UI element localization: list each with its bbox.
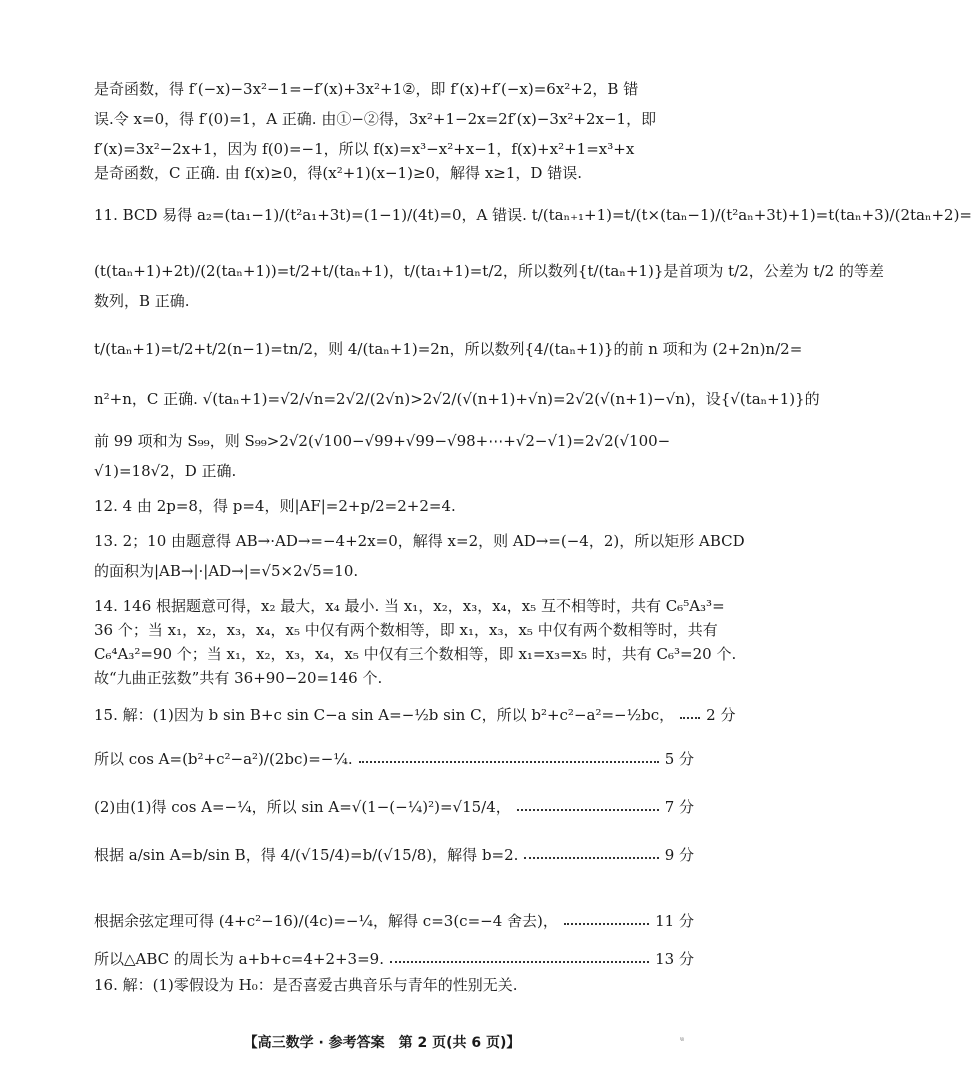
line-text: f′(x)=3x²−2x+1，因为 f(0)=−1，所以 f(x)=x³−x²+x−1，f(x)+x²+1=x³+x <box>94 140 635 158</box>
line-text: (2)由(1)得 cos A=−¼，所以 sin A=√(1−(−¼)²)=√15/4， <box>94 798 511 816</box>
answer-line <box>94 140 694 158</box>
answer-line <box>94 292 694 310</box>
answer-line <box>94 645 737 663</box>
corner-mark: ᵘ <box>680 1036 684 1047</box>
answer-line <box>94 532 745 550</box>
score-label: 9 分 <box>664 846 694 864</box>
line-text: 是奇函数，得 f′(−x)−3x²−1=−f′(x)+3x²+1②，即 f′(x)+f′(−x)=6x²+2，B 错 <box>94 80 639 98</box>
answer-line <box>94 912 694 930</box>
answer-line <box>94 846 694 864</box>
score-label: 5 分 <box>664 750 694 768</box>
answer-line <box>94 950 694 968</box>
leader-dots <box>524 857 658 859</box>
answer-line <box>94 976 694 994</box>
line-text: 12. 4 由 2p=8，得 p=4，则|AF|=2+p/2=2+2=4. <box>94 497 456 515</box>
leader-dots <box>517 809 659 811</box>
line-text: √1)=18√2，D 正确. <box>94 462 237 480</box>
line-text: 14. 146 根据题意可得，x₂ 最大，x₄ 最小. 当 x₁，x₂，x₃，x₄，x₅ 互不相等时，共有 C₆⁵A₃³= <box>94 597 725 615</box>
answer-line <box>94 340 803 358</box>
score-label: 13 分 <box>655 950 694 968</box>
line-text: 根据余弦定理可得 (4+c²−16)/(4c)=−¼，解得 c=3(c=−4 舍去)， <box>94 912 558 930</box>
answer-line <box>94 497 694 515</box>
line-text: 故“九曲正弦数”共有 36+90−20=146 个. <box>94 669 383 687</box>
line-text: 36 个；当 x₁，x₂，x₃，x₄，x₅ 中仅有两个数相等，即 x₁，x₃，x₅ 中仅有两个数相等时，共有 <box>94 621 718 639</box>
line-text: 根据 a/sin A=b/sin B，得 4/(√15/4)=b/(√15/8)，解得 b=2. <box>94 846 519 864</box>
line-text: 15. 解：(1)因为 b sin B+c sin C−a sin A=−½b sin C，所以 b²+c²−a²=−½bc， <box>94 706 675 724</box>
answer-line <box>94 750 694 768</box>
line-text: 前 99 项和为 S₉₉，则 S₉₉>2√2(√100−√99+√99−√98+⋯+√2−√1)=2√2(√100− <box>94 432 671 450</box>
answer-line <box>94 798 694 816</box>
score-label: 2 分 <box>706 706 736 724</box>
line-text: 数列，B 正确. <box>94 292 190 310</box>
line-text: 所以 cos A=(b²+c²−a²)/(2bc)=−¼. <box>94 750 353 768</box>
answer-line <box>94 80 694 98</box>
score-label: 7 分 <box>664 798 694 816</box>
answer-line <box>94 597 725 615</box>
answer-line <box>94 262 884 280</box>
line-text: C₆⁴A₃²=90 个；当 x₁，x₂，x₃，x₄，x₅ 中仅有三个数相等，即 x₁=x₃=x₅ 时，共有 C₆³=20 个. <box>94 645 737 663</box>
page-footer: 【高三数学 · 参考答案 第 2 页(共 6 页)】 <box>243 1035 521 1051</box>
line-text: 11. BCD 易得 a₂=(ta₁−1)/(t²a₁+3t)=(1−1)/(4t)=0，A 错误. t/(taₙ₊₁+1)=t/(t×(taₙ−1)/(t²aₙ+3t)+1)=t(taₙ+3)/(2taₙ+2)= <box>94 206 972 224</box>
line-text: 的面积为|AB→|·|AD→|=√5×2√5=10. <box>94 562 359 580</box>
answer-line <box>94 669 694 687</box>
leader-dots <box>359 761 659 763</box>
line-text: 13. 2；10 由题意得 AB→·AD→=−4+2x=0，解得 x=2，则 AD→=(−4，2)，所以矩形 ABCD <box>94 532 745 550</box>
answer-line <box>94 110 694 128</box>
score-label: 11 分 <box>655 912 694 930</box>
line-text: 16. 解：(1)零假设为 H₀：是否喜爱古典音乐与青年的性别无关. <box>94 976 518 994</box>
line-text: 是奇函数，C 正确. 由 f(x)≥0，得(x²+1)(x−1)≥0，解得 x≥1，D 错误. <box>94 164 582 182</box>
leader-dots <box>564 923 649 925</box>
answer-line <box>94 621 718 639</box>
line-text: t/(taₙ+1)=t/2+t/2(n−1)=tn/2，则 4/(taₙ+1)=2n，所以数列{4/(taₙ+1)}的前 n 项和为 (2+2n)n/2= <box>94 340 803 358</box>
answer-line <box>94 432 694 450</box>
answer-line <box>94 462 694 480</box>
answer-line <box>94 164 694 182</box>
answer-line <box>94 562 694 580</box>
line-text: (t(taₙ+1)+2t)/(2(taₙ+1))=t/2+t/(taₙ+1)，t/(ta₁+1)=t/2，所以数列{t/(taₙ+1)}是首项为 t/2，公差为 t/2 的等差 <box>94 262 884 280</box>
leader-dots <box>680 717 700 719</box>
answer-line <box>94 390 820 408</box>
leader-dots <box>390 961 649 963</box>
line-text: 误.令 x=0，得 f′(0)=1，A 正确. 由①−②得，3x²+1−2x=2f′(x)−3x²+2x−1，即 <box>94 110 657 128</box>
line-text: 所以△ABC 的周长为 a+b+c=4+2+3=9. <box>94 950 384 968</box>
answer-line <box>94 206 972 224</box>
line-text: n²+n，C 正确. √(taₙ+1)=√2/√n=2√2/(2√n)>2√2/(√(n+1)+√n)=2√2(√(n+1)−√n)，设{√(taₙ+1)}的 <box>94 390 820 408</box>
answer-line <box>94 706 736 724</box>
